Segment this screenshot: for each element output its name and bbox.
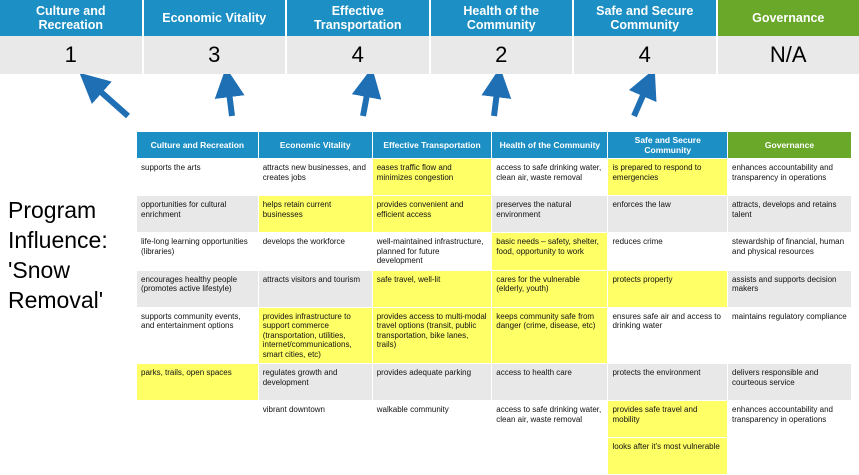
matrix-cell: protects the environment: [608, 364, 728, 401]
arrow-to-culture-and-recreation: [92, 84, 128, 116]
priority-score-row: [0, 36, 859, 74]
matrix-row: [137, 159, 852, 196]
matrix-cell: maintains regulatory compliance: [728, 307, 852, 364]
matrix-cell: [492, 438, 608, 475]
matrix-cell: supports community events, and entertainment options: [137, 307, 259, 364]
matrix-header-governance: Governance: [728, 132, 852, 159]
matrix-row: [137, 307, 852, 364]
priority-header-economic-vitality: Economic Vitality: [144, 0, 288, 36]
matrix-cell: protects property: [608, 270, 728, 307]
matrix-header-culture-and-recreation: Culture and Recreation: [137, 132, 259, 159]
matrix-cell: eases traffic flow and minimizes congestion: [372, 159, 492, 196]
priority-header-safe-and-secure-community: Safe and Secure Community: [574, 0, 718, 36]
priority-header-culture-and-recreation: Culture and Recreation: [0, 0, 144, 36]
matrix-header-row: [137, 132, 852, 159]
arrow-layer: [0, 74, 859, 134]
caption-line-2: Influence:: [8, 225, 136, 255]
matrix-cell: access to health care: [492, 364, 608, 401]
priority-header-governance: Governance: [718, 0, 859, 36]
matrix-cell: [728, 438, 852, 475]
matrix-cell: cares for the vulnerable (elderly, youth): [492, 270, 608, 307]
score-governance: N/A: [718, 36, 859, 74]
matrix-cell: life-long learning opportunities (libraries): [137, 233, 259, 271]
matrix-cell: [137, 438, 259, 475]
matrix-row: [137, 364, 852, 401]
score-effective-transportation: 4: [287, 36, 431, 74]
matrix-cell: opportunities for cultural enrichment: [137, 196, 259, 233]
matrix-cell: provides convenient and efficient access: [372, 196, 492, 233]
matrix-cell: safe travel, well-lit: [372, 270, 492, 307]
priority-header-row: [0, 0, 859, 36]
matrix-cell: supports the arts: [137, 159, 259, 196]
matrix-cell: delivers responsible and courteous service: [728, 364, 852, 401]
arrow-to-safe-and-secure-community: [634, 84, 648, 116]
matrix-cell: looks after it's most vulnerable: [608, 438, 728, 475]
matrix-cell: keeps community safe from danger (crime, disease, etc): [492, 307, 608, 364]
matrix-cell: attracts, develops and retains talent: [728, 196, 852, 233]
matrix-cell: [137, 401, 259, 438]
matrix-cell: access to safe drinking water, clean air, waste removal: [492, 401, 608, 438]
matrix-cell: ensures safe air and access to drinking water: [608, 307, 728, 364]
priority-attributes-matrix: [136, 131, 852, 475]
matrix-cell: develops the workforce: [258, 233, 372, 271]
matrix-cell: vibrant downtown: [258, 401, 372, 438]
matrix-cell: attracts new businesses, and creates jobs: [258, 159, 372, 196]
matrix-cell: reduces crime: [608, 233, 728, 271]
arrow-to-health-of-the-community: [494, 84, 498, 116]
score-health-of-the-community: 2: [431, 36, 575, 74]
matrix-row: [137, 438, 852, 475]
matrix-cell: is prepared to respond to emergencies: [608, 159, 728, 196]
arrow-to-economic-vitality: [228, 84, 232, 116]
priority-score-band: [0, 0, 859, 74]
matrix-row: [137, 401, 852, 438]
matrix-cell: basic needs – safety, shelter, food, opportunity to work: [492, 233, 608, 271]
matrix-row: [137, 270, 852, 307]
matrix-cell: [258, 438, 372, 475]
matrix-header-safe-and-secure-community: Safe and Secure Community: [608, 132, 728, 159]
matrix-cell: preserves the natural environment: [492, 196, 608, 233]
program-influence-caption: [8, 195, 136, 315]
matrix-row: [137, 196, 852, 233]
matrix-cell: regulates growth and development: [258, 364, 372, 401]
caption-line-4: Removal': [8, 285, 136, 315]
matrix-cell: [372, 438, 492, 475]
matrix-cell: well-maintained infrastructure, planned for future development: [372, 233, 492, 271]
caption-line-1: Program: [8, 195, 136, 225]
matrix-cell: provides access to multi-modal travel options (transit, public transportation, bike lanes, trails): [372, 307, 492, 364]
priority-header-effective-transportation: Effective Transportation: [287, 0, 431, 36]
matrix-cell: parks, trails, open spaces: [137, 364, 259, 401]
matrix-cell: assists and supports decision makers: [728, 270, 852, 307]
matrix-cell: attracts visitors and tourism: [258, 270, 372, 307]
matrix-body: [137, 159, 852, 475]
score-safe-and-secure-community: 4: [574, 36, 718, 74]
matrix-cell: provides safe travel and mobility: [608, 401, 728, 438]
arrow-to-effective-transportation: [363, 84, 369, 116]
score-culture-and-recreation: 1: [0, 36, 144, 74]
matrix-header-effective-transportation: Effective Transportation: [372, 132, 492, 159]
matrix-cell: helps retain current businesses: [258, 196, 372, 233]
matrix-header-economic-vitality: Economic Vitality: [258, 132, 372, 159]
matrix-cell: walkable community: [372, 401, 492, 438]
matrix-cell: stewardship of financial, human and physical resources: [728, 233, 852, 271]
priority-header-health-of-the-community: Health of the Community: [431, 0, 575, 36]
matrix-header-health-of-the-community: Health of the Community: [492, 132, 608, 159]
matrix-cell: provides infrastructure to support commerce (transportation, utilities, internet/communications, smart cities, etc): [258, 307, 372, 364]
caption-line-3: 'Snow: [8, 255, 136, 285]
matrix-cell: enhances accountability and transparency in operations: [728, 401, 852, 438]
matrix-cell: encourages healthy people (promotes active lifestyle): [137, 270, 259, 307]
matrix-cell: enforces the law: [608, 196, 728, 233]
matrix-row: [137, 233, 852, 271]
score-economic-vitality: 3: [144, 36, 288, 74]
matrix-cell: enhances accountability and transparency in operations: [728, 159, 852, 196]
matrix-cell: access to safe drinking water, clean air, waste removal: [492, 159, 608, 196]
matrix-cell: provides adequate parking: [372, 364, 492, 401]
